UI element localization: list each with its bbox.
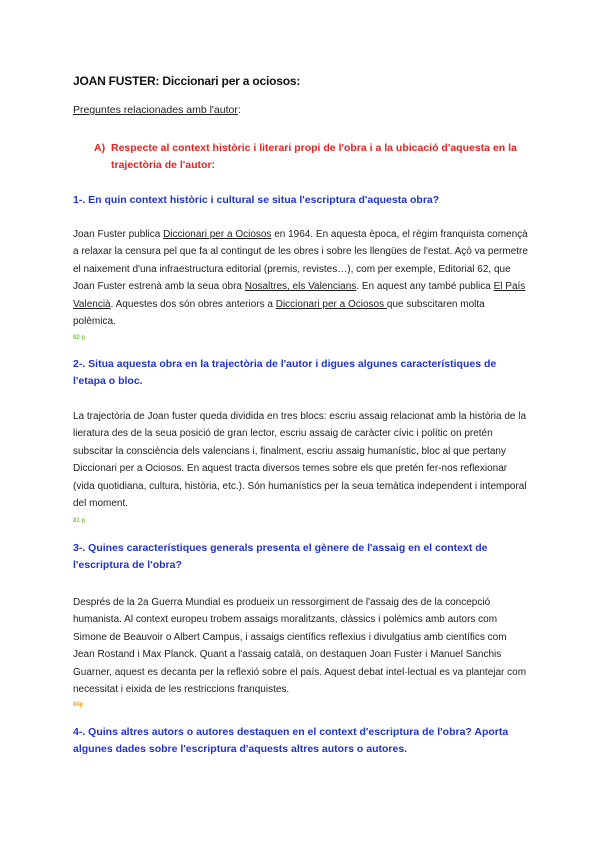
subtitle-text: Preguntes relacionades amb l'autor [73, 104, 238, 116]
book-link-diccionari: Diccionari per a Ociosos [163, 229, 272, 240]
book-link-pais-valencia: El País Valencià [73, 281, 526, 310]
section-a-letter: A) [94, 142, 106, 154]
answer-1 [73, 226, 528, 330]
page-note-3: 84p [73, 702, 84, 708]
question-1-title: 1-. En quin context històric i cultural se situa l'escriptura d'aquesta obra? [73, 194, 440, 206]
book-link-diccionari-2: Diccionari per a Ociosos [275, 298, 387, 310]
subtitle-colon: : [237, 104, 241, 116]
page-note-1: 82 p [73, 335, 86, 341]
answer-1-part-4: . Aquestes dos són obres anteriors a [110, 298, 276, 310]
document-title: JOAN FUSTER: Diccionari per a ociosos: [73, 74, 301, 88]
answer-1-part-1: Joan Fuster publica [73, 229, 164, 240]
answer-3: Després de la 2a Guerra Mundial es produeix un ressorgiment de l'assaig des de la concepció humanista. Al context europeu trobem assaigs moralitzants, clàssics i polèmics amb autors com Simone de Beauvoir o Albert Campus, i assaigs científics reflexius i divulgatius amb científics com Jean Rostand i Max Planck. Quant a l'assaig català, on destaquen Joan Fuster i Manuel Sanchis Guarner, aquest es decanta per la reflexió sobre el país. Aquest debat intel·lectual es va plantejar com necessitat i eixida de les restriccions franquistes. [73, 597, 527, 696]
question-2-title: 2-. Situa aquesta obra en la trajectòria de l'autor i digues algunes característiques de l'etapa o bloc. [73, 358, 497, 387]
question-3-title: 3-. Quines característiques generals presenta el gènere de l'assaig en el context de l'escriptura de l'obra? [73, 542, 488, 571]
answer-1-part-2: en 1964. En aquesta època, el règim franquista començà a relaxar la censura pel que fa al contingut de les obres i sobre les llengües de l'estat. Açò va permetre el naixement d'una infraestructura editorial (premis, revistes…), com per exemple, Editorial 62, que Joan Fuster estrenà amb la seua obra [73, 229, 528, 293]
answer-1-part-3: . En aquest any també publica [356, 281, 494, 293]
answer-1-part-5: que subscitaren molta polèmica. [73, 298, 485, 328]
document-subtitle [73, 104, 241, 116]
answer-2: La trajectòria de Joan fuster queda dividida en tres blocs: escriu assaig relacionat amb la història de la lieratura des de la seua posició de gran lector, escriu assaig de caràcter cívic i polític on pretén subscitar la consciència dels valencians i, finalment, escriu assaig humanístic, bloc al que pertany Diccionari per a Ociosos. En aquest tracta diversos temes sobre els que pretén fer-nos reflexionar (vida quotidiana, cultura, història, etc.). Són humanístics per la seua temàtica independent i intemporal del moment. [73, 411, 527, 510]
question-4-title: 4-. Quins altres autors o autores destaquen en el context d'escriptura de l'obra? Aporta algunes dades sobre l'escriptura d'aquests altres autors o autores. [73, 726, 509, 755]
section-a-heading [94, 140, 524, 174]
section-a-text: Respecte al context històric i literari propi de l'obra i a la ubicació d'aquesta en la trajectòria de l'autor: [111, 142, 517, 171]
book-link-nosaltres: Nosaltres, els Valencians [244, 281, 357, 293]
page-note-2: 81 p [73, 518, 86, 524]
